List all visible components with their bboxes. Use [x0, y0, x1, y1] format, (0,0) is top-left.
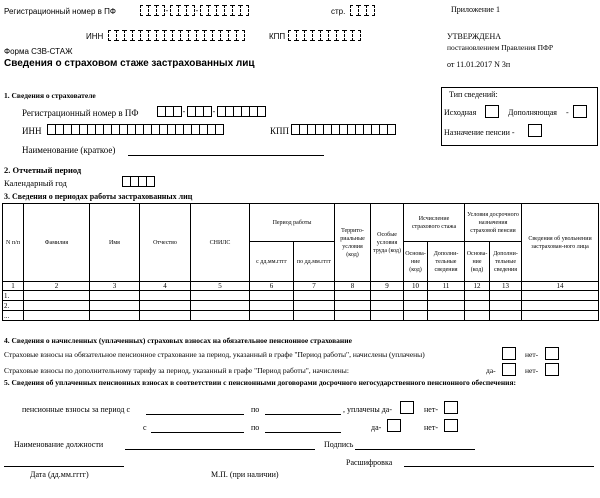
header-to: по дд.мм.гггг [294, 242, 335, 282]
top-reg-label: Регистрационный номер в ПФ [4, 7, 116, 16]
top-reg-cells[interactable]: - - [140, 5, 248, 16]
footer-signature-label: Подпись [324, 440, 354, 449]
header-early-extra: Дополни-тельные сведения [490, 242, 522, 282]
section5-row2-yes-label: да- [371, 423, 382, 432]
top-page-label: стр. [331, 7, 346, 16]
row-number: ... [3, 311, 24, 321]
header-surname: Фамилия [24, 204, 90, 282]
header-from: с дд.мм.гггг [250, 242, 294, 282]
info-type-supplementary-checkbox[interactable] [573, 105, 587, 118]
row-number: 1. [3, 291, 24, 301]
top-inn-cells[interactable] [108, 30, 244, 41]
section1-reg-label: Регистрационный номер в ПФ [22, 108, 139, 118]
column-number: 4 [140, 282, 191, 291]
footer-decoding-field[interactable] [404, 466, 594, 467]
footer-position-field[interactable] [125, 449, 315, 450]
section1-reg-cells[interactable]: - - [157, 106, 265, 117]
column-number: 12 [465, 282, 490, 291]
section5-to-label-1: по [251, 405, 260, 414]
section4-line2-yes-label: да- [486, 366, 496, 375]
info-type-supplementary-label: Дополняющая [508, 108, 557, 117]
header-snils: СНИЛС [191, 204, 250, 282]
column-number: 1 [3, 282, 24, 291]
column-number: 10 [404, 282, 428, 291]
info-type-pension-checkbox[interactable] [528, 124, 542, 137]
column-number: 2 [24, 282, 90, 291]
section5-to-field-2[interactable] [265, 432, 341, 433]
section5-from-field-1[interactable] [146, 414, 244, 415]
column-number: 14 [522, 282, 599, 291]
header-dismissal: Сведения об увольнении застрахован-ного лица [522, 204, 599, 282]
section5-paid-label: , уплачены да- [343, 405, 393, 414]
column-number: 6 [250, 282, 294, 291]
section4-heading: 4. Сведения о начисленных (уплаченных) страховых взносах на обязательное пенсионное страхование [4, 336, 352, 345]
section2-heading: 2. Отчетный период [4, 165, 82, 175]
section5-row1-no-box[interactable] [444, 401, 458, 414]
top-page-cells[interactable] [350, 5, 374, 16]
header-early-basis: Основа-ние (код) [465, 242, 490, 282]
top-kpp-cells[interactable] [288, 30, 360, 41]
info-type-title: Тип сведений: [449, 90, 498, 99]
section2-year-label: Календарный год [4, 178, 67, 188]
section4-line1-no-box[interactable] [545, 347, 559, 360]
section2-year-cells[interactable] [122, 176, 154, 187]
header-calc: Исчисление страхового стажа [404, 204, 465, 242]
column-number: 11 [428, 282, 465, 291]
section1-name-label: Наименование (краткое) [22, 145, 116, 155]
header-name: Имя [90, 204, 140, 282]
footer-stamp-label: М.П. (при наличии) [211, 470, 279, 479]
footer-date-label: Дата (дд.мм.гггг) [30, 470, 89, 479]
section1-kpp-label: КПП [270, 126, 290, 136]
info-type-initial-checkbox[interactable] [485, 105, 499, 118]
section4-line2-yes-box[interactable] [502, 363, 516, 376]
footer-date-field[interactable] [4, 466, 124, 467]
header-num: N п/п [3, 204, 24, 282]
row-number: 2. [3, 301, 24, 311]
section5-from-field-2[interactable] [151, 432, 244, 433]
resolution-label: постановлением Правления ПФР [447, 43, 554, 52]
section5-row1-yes-box[interactable] [400, 401, 414, 414]
section4-line1-yes-box[interactable] [502, 347, 516, 360]
section5-heading: 5. Сведения об уплаченных пенсионных взносах в соответствии с пенсионными договорами досрочного негосударственного пенсионного обеспечения: [4, 378, 517, 387]
appendix-label: Приложение 1 [451, 5, 500, 14]
form-name: Форма СЗВ-СТАЖ [4, 47, 73, 56]
top-kpp-label: КПП [269, 32, 286, 41]
section5-row2-no-label: нет- [424, 423, 438, 432]
header-calc-basis: Основа-ние (код) [404, 242, 428, 282]
document-title: Сведения о страховом стаже застрахованных лиц [4, 58, 255, 69]
section1-name-field[interactable] [128, 155, 324, 156]
section5-from-label-2: с [143, 423, 147, 432]
section4-line1: Страховые взносы на обязательное пенсионное страхование за период, указанный в графе "Период работы", начислены (уплачены) [4, 350, 425, 359]
footer-decoding-label: Расшифровка [346, 458, 393, 467]
column-number: 13 [490, 282, 522, 291]
top-inn-label: ИНН [86, 32, 104, 41]
section5-row1-no-label: нет- [424, 405, 438, 414]
header-territorial: Террито-риальные условия (код) [335, 204, 371, 282]
column-number: 9 [371, 282, 404, 291]
section5-paid-for-label: пенсионные взносы за период с [22, 405, 130, 414]
footer-position-label: Наименование должности [14, 440, 104, 449]
column-number-row [3, 282, 599, 291]
section3-heading: 3. Сведения о периодах работы застрахованных лиц [4, 192, 193, 201]
info-type-initial-label: Исходная [444, 108, 477, 117]
header-special: Особые условия труда (код) [371, 204, 404, 282]
column-number: 5 [191, 282, 250, 291]
column-number: 7 [294, 282, 335, 291]
section5-to-label-2: по [251, 423, 260, 432]
approved-label: УТВЕРЖДЕНА [447, 32, 502, 41]
column-number: 8 [335, 282, 371, 291]
table-row[interactable] [3, 291, 599, 301]
info-type-pension-label: Назначение пенсии - [444, 128, 515, 137]
section1-inn-cells[interactable] [47, 124, 223, 135]
section4-line1-no-label: нет- [525, 350, 539, 359]
section1-kpp-cells[interactable] [291, 124, 395, 135]
footer-signature-field[interactable] [355, 449, 475, 450]
column-number: 3 [90, 282, 140, 291]
table-row[interactable] [3, 311, 599, 321]
section5-row2-no-box[interactable] [444, 419, 458, 432]
section5-row2-yes-box[interactable] [387, 419, 401, 432]
header-work-period: Период работы [250, 204, 335, 242]
table-row[interactable] [3, 301, 599, 311]
section1-heading: 1. Сведения о страхователе [4, 91, 96, 100]
info-type-dash: - [566, 108, 569, 117]
info-type-box [441, 87, 598, 146]
header-early: Условия досрочного назначения страховой пенсии [465, 204, 522, 242]
section4-line2-no-label: нет- [525, 366, 539, 375]
section1-inn-label: ИНН [22, 126, 42, 136]
section5-to-field-1[interactable] [265, 414, 341, 415]
header-patronymic: Отчество [140, 204, 191, 282]
work-periods-table [2, 203, 599, 321]
header-calc-extra: Дополни-тельные сведения [428, 242, 465, 282]
section4-line2: Страховые взносы по дополнительному тарифу за период, указанный в графе "Период работы", начислены: [4, 366, 349, 375]
section4-line2-no-box[interactable] [545, 363, 559, 376]
resolution-date: от 11.01.2017 N 3п [447, 60, 511, 69]
